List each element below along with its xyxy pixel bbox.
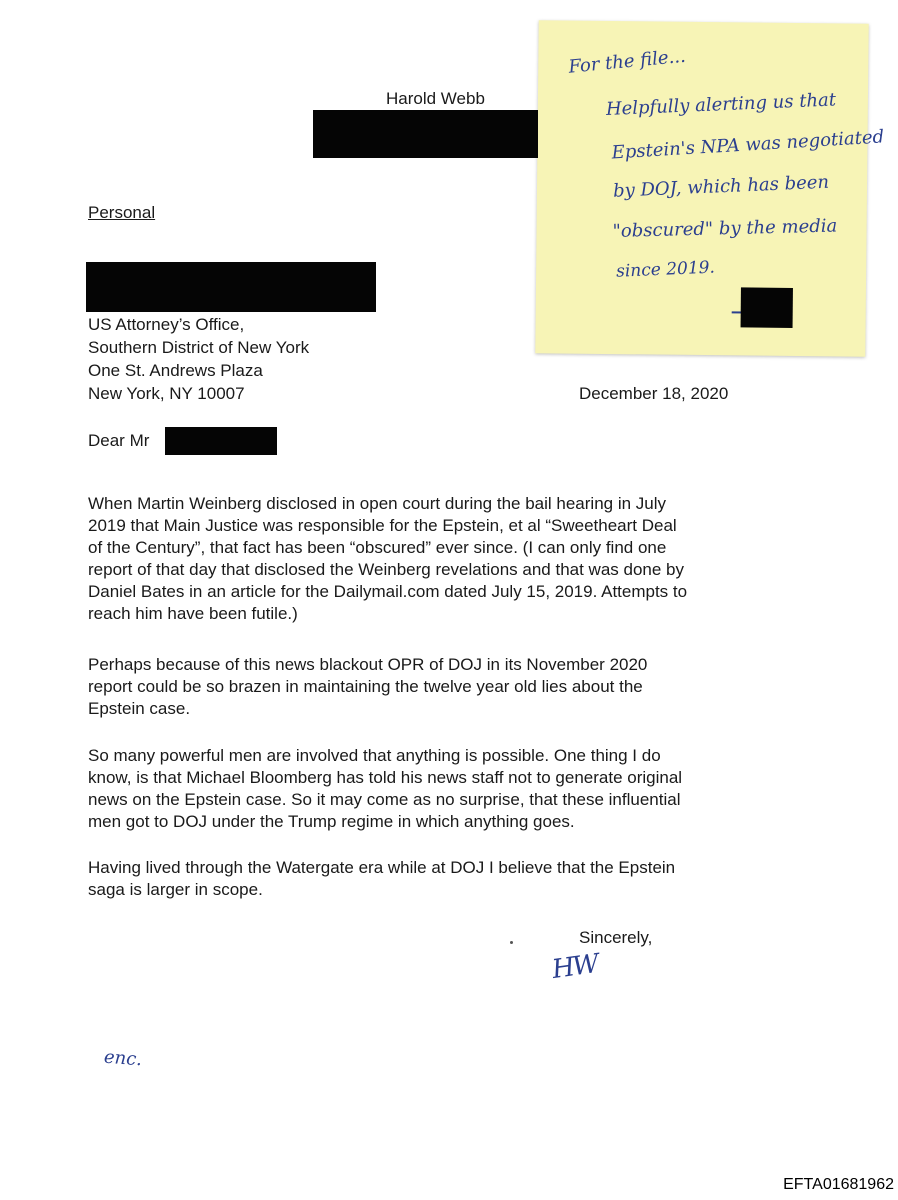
paragraph-line: men got to DOJ under the Trump regime in which anything goes. (88, 812, 575, 831)
address-line: New York, NY 10007 (88, 384, 245, 403)
closing: Sincerely, (579, 928, 653, 947)
paragraph-line: report could be so brazen in maintaining the twelve year old lies about the (88, 677, 643, 696)
paragraph-line: Having lived through the Watergate era while at DOJ I believe that the Epstein (88, 858, 676, 877)
body-paragraph (88, 745, 788, 833)
redaction-box (741, 287, 793, 328)
address-line: Southern District of New York (88, 338, 310, 357)
paragraph-line: Daniel Bates in an article for the Dailymail.com dated July 15, 2019. Attempts to (88, 582, 688, 601)
enclosure-note: enc. (103, 1046, 143, 1071)
paragraph-line: So many powerful men are involved that anything is possible. One thing I do (88, 746, 661, 765)
paragraph-line: Perhaps because of this news blackout OPR of DOJ in its November 2020 (88, 655, 648, 674)
paragraph-line: news on the Epstein case. So it may come as no surprise, that these influential (88, 790, 681, 809)
sticky-note-line: Epstein's NPA was negotiated (611, 126, 885, 164)
redaction-box (313, 110, 538, 158)
redaction-box (165, 427, 277, 455)
paragraph-line: report of that day that disclosed the Weinberg revelations and that was done by (88, 560, 684, 579)
sticky-note-line: Helpfully alerting us that (605, 89, 837, 121)
salutation: Dear Mr (88, 431, 150, 450)
body-paragraph (88, 857, 788, 901)
sticky-note-line: since 2019. (615, 257, 716, 282)
sticky-note-line: by DOJ, which has been (612, 171, 830, 202)
sticky-note (535, 20, 885, 356)
address-line: US Attorney’s Office, (88, 315, 245, 334)
paragraph-line: When Martin Weinberg disclosed in open court during the bail hearing in July (88, 494, 667, 513)
paragraph-line: saga is larger in scope. (88, 880, 263, 899)
sticky-note-line: For the file... (567, 45, 687, 78)
paragraph-line: Epstein case. (88, 699, 191, 718)
address-line: One St. Andrews Plaza (88, 361, 263, 380)
redaction-box (86, 262, 376, 312)
letter-date: December 18, 2020 (579, 384, 729, 403)
body-paragraph (88, 493, 788, 625)
sender-name: Harold Webb (386, 89, 485, 108)
document-id: EFTA01681962 (783, 1176, 894, 1193)
personal-label: Personal (88, 203, 156, 222)
signature: HW (550, 948, 600, 986)
paragraph-line: know, is that Michael Bloomberg has told his news staff not to generate original (88, 768, 683, 787)
paragraph-line: reach him have been futile.) (88, 604, 298, 623)
stray-dot (510, 941, 513, 944)
sticky-note-line: "obscured" by the media (612, 215, 838, 242)
paragraph-line: of the Century”, that fact has been “obscured” ever since. (I can only find one (88, 538, 667, 557)
paragraph-line: 2019 that Main Justice was responsible for the Epstein, et al “Sweetheart Deal (88, 516, 677, 535)
body-paragraph (88, 654, 788, 720)
